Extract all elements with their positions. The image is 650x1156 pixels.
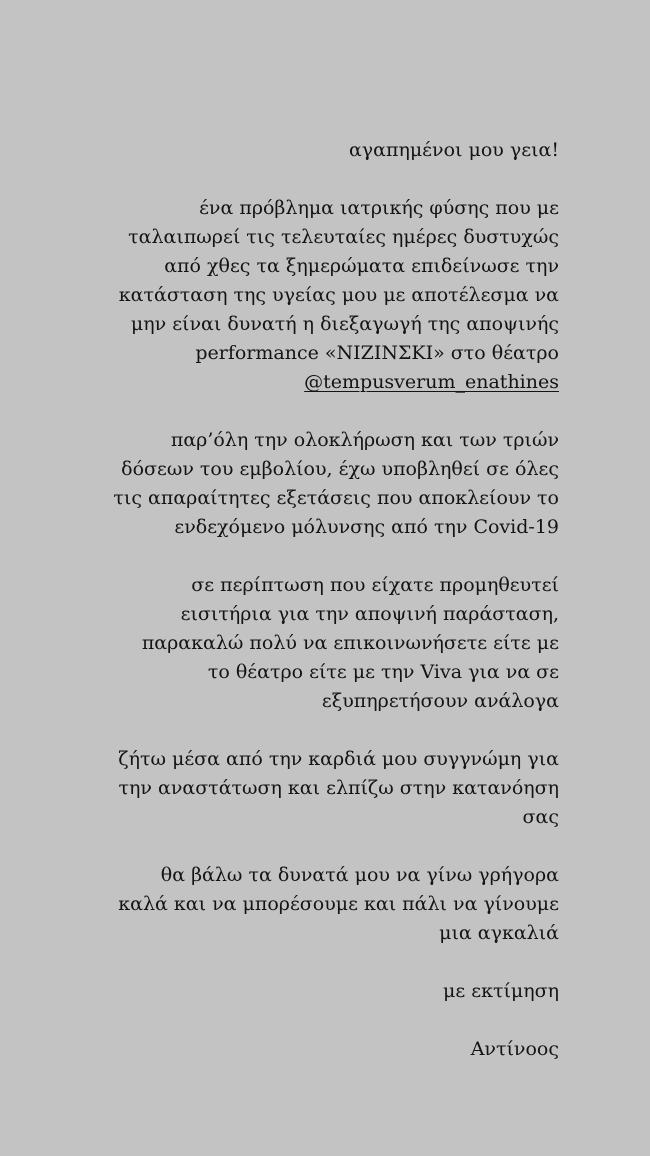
text-line: μην είναι δυνατή η διεξαγωγή της αποψινής — [130, 313, 559, 335]
text-line: μια αγκαλιά — [439, 922, 559, 944]
closing-line: με εκτίμηση — [443, 980, 559, 1002]
text-line: από χθες τα ξημερώματα επιδείνωσε την — [164, 255, 559, 277]
theatre-mention-link[interactable]: @tempusverum_enathines — [304, 371, 559, 393]
text-line: θα βάλω τα δυνατά μου να γίνω γρήγορα — [160, 864, 559, 886]
medical-issue-paragraph — [89, 194, 559, 397]
text-line: σας — [522, 806, 559, 828]
vaccination-paragraph — [89, 426, 559, 542]
recovery-paragraph — [89, 861, 559, 948]
story-text — [89, 136, 559, 1093]
tickets-paragraph — [89, 571, 559, 716]
text-line: ζήτω μέσα από την καρδιά μου συγγνώμη για — [118, 748, 559, 770]
text-line: παρακαλώ πολύ να επικοινωνήσετε είτε με — [141, 632, 559, 654]
text-line: κατάσταση της υγείας μου με αποτέλεσμα να — [118, 284, 559, 306]
greeting-line: αγαπημένοι μου γεια! — [348, 139, 559, 161]
text-line: το θέατρο είτε με την Viva για να σε — [207, 661, 559, 683]
apology-paragraph — [89, 745, 559, 832]
text-line: ένα πρόβλημα ιατρικής φύσης που με — [199, 197, 559, 219]
text-line: δόσεων του εμβολίου, έχω υποβληθεί σε όλες — [121, 458, 559, 480]
greeting-paragraph — [89, 136, 559, 165]
text-line: ενδεχόμενο μόλυνσης από την Covid-19 — [174, 516, 559, 538]
text-line: σε περίπτωση που είχατε προμηθευτεί — [191, 574, 559, 596]
text-line: τις απαραίτητες εξετάσεις που αποκλείουν το — [113, 487, 559, 509]
text-line: την αναστάτωση και ελπίζω στην κατανόηση — [118, 777, 559, 799]
text-line: performance «ΝΙΖΙΝΣΚΙ» στο θέατρο — [195, 342, 559, 364]
text-line: εισιτήρια για την αποψινή παράσταση, — [180, 603, 559, 625]
text-line: παρ’όλη την ολοκλήρωση και των τριών — [170, 429, 559, 451]
text-line: εξυπηρετήσουν ανάλογα — [321, 690, 559, 712]
signature: Αντίνοος — [470, 1038, 559, 1060]
text-line: καλά και να μπορέσουμε και πάλι να γίνουμε — [118, 893, 559, 915]
text-line: ταλαιπωρεί τις τελευταίες ημέρες δυστυχώς — [128, 226, 559, 248]
signature-paragraph — [89, 1035, 559, 1064]
closing-paragraph — [89, 977, 559, 1006]
